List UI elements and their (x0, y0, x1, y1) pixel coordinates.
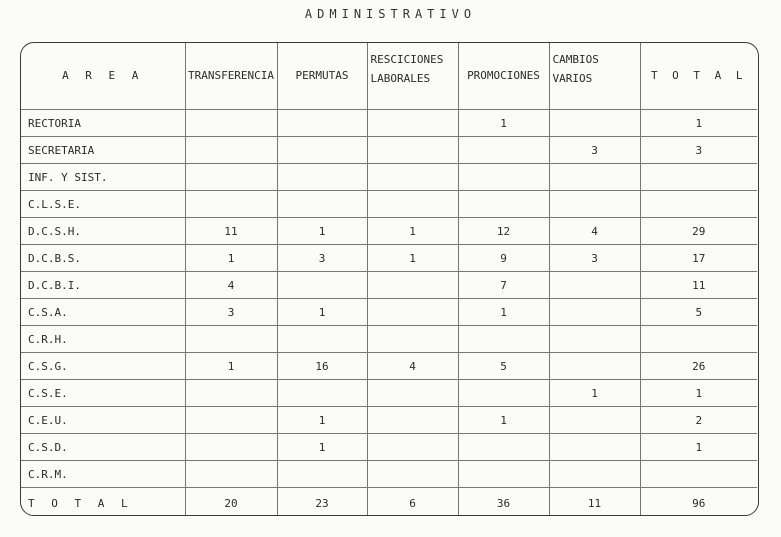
cell-promociones (458, 137, 549, 164)
cell-permutas (277, 191, 367, 218)
table-row (21, 299, 757, 326)
cell-cambios: 1 (549, 380, 640, 407)
cell-total: 3 (640, 137, 757, 164)
table-row (21, 137, 757, 164)
table-row (21, 407, 757, 434)
row-label: C.S.G. (21, 353, 185, 380)
totals-label: T O T A L (21, 488, 185, 517)
cell-total: 26 (640, 353, 757, 380)
cell-total (640, 326, 757, 353)
cell-resciciones (367, 272, 458, 299)
cell-total (640, 461, 757, 488)
table-row (21, 245, 757, 272)
row-label: D.C.S.H. (21, 218, 185, 245)
cell-permutas: 3 (277, 245, 367, 272)
cell-permutas: 16 (277, 353, 367, 380)
cell-resciciones: 1 (367, 245, 458, 272)
cell-cambios: 4 (549, 218, 640, 245)
cell-promociones (458, 380, 549, 407)
row-label: C.S.E. (21, 380, 185, 407)
cell-total: 11 (640, 272, 757, 299)
cell-resciciones (367, 407, 458, 434)
cell-resciciones (367, 461, 458, 488)
cell-promociones: 7 (458, 272, 549, 299)
cell-total (640, 191, 757, 218)
row-label: SECRETARIA (21, 137, 185, 164)
table-row (21, 110, 757, 137)
row-label: RECTORIA (21, 110, 185, 137)
cell-total: 1 (640, 380, 757, 407)
cell-permutas: 1 (277, 434, 367, 461)
row-label: D.C.B.I. (21, 272, 185, 299)
cell-permutas (277, 164, 367, 191)
cell-total: 5 (640, 299, 757, 326)
cell-cambios (549, 299, 640, 326)
total-permutas: 23 (277, 488, 367, 517)
cell-promociones: 9 (458, 245, 549, 272)
cell-permutas (277, 380, 367, 407)
table-body (21, 110, 757, 517)
cell-promociones (458, 434, 549, 461)
cell-transferencia (185, 110, 277, 137)
cell-resciciones (367, 164, 458, 191)
cell-resciciones (367, 434, 458, 461)
cell-resciciones: 4 (367, 353, 458, 380)
column-header-permutas: PERMUTAS (277, 43, 367, 110)
cell-transferencia (185, 380, 277, 407)
cell-resciciones (367, 380, 458, 407)
cell-cambios (549, 326, 640, 353)
total-cambios: 11 (549, 488, 640, 517)
cell-transferencia: 1 (185, 353, 277, 380)
table-row (21, 191, 757, 218)
table-row (21, 434, 757, 461)
cell-promociones: 5 (458, 353, 549, 380)
cell-resciciones: 1 (367, 218, 458, 245)
cell-total: 2 (640, 407, 757, 434)
cell-total: 17 (640, 245, 757, 272)
cell-transferencia (185, 434, 277, 461)
cell-permutas: 1 (277, 218, 367, 245)
cell-total: 1 (640, 434, 757, 461)
column-header-transferencia: TRANSFERENCIA (185, 43, 277, 110)
cell-transferencia: 1 (185, 245, 277, 272)
cell-resciciones (367, 299, 458, 326)
cell-permutas (277, 326, 367, 353)
table-frame (20, 42, 759, 516)
cell-resciciones (367, 110, 458, 137)
table-row (21, 380, 757, 407)
table-row (21, 461, 757, 488)
cell-transferencia (185, 326, 277, 353)
cell-resciciones (367, 326, 458, 353)
cell-permutas: 1 (277, 407, 367, 434)
column-header-area: A R E A (21, 43, 185, 110)
header-row (21, 43, 757, 110)
data-table (21, 43, 757, 516)
cell-cambios (549, 110, 640, 137)
table-row (21, 272, 757, 299)
cell-cambios (549, 272, 640, 299)
column-header-cambios: CAMBIOS VARIOS (549, 43, 640, 110)
cell-promociones: 1 (458, 299, 549, 326)
cell-cambios (549, 164, 640, 191)
cell-promociones (458, 191, 549, 218)
cell-resciciones (367, 137, 458, 164)
cell-total: 1 (640, 110, 757, 137)
column-header-resciciones: RESCICIONES LABORALES (367, 43, 458, 110)
totals-row (21, 488, 757, 517)
cell-cambios (549, 434, 640, 461)
cell-promociones: 1 (458, 407, 549, 434)
row-label: C.S.A. (21, 299, 185, 326)
cell-cambios (549, 461, 640, 488)
cell-transferencia (185, 461, 277, 488)
cell-cambios (549, 353, 640, 380)
row-label: C.E.U. (21, 407, 185, 434)
cell-permutas (277, 110, 367, 137)
cell-transferencia (185, 407, 277, 434)
cell-permutas (277, 461, 367, 488)
cell-total (640, 164, 757, 191)
page-title: ADMINISTRATIVO (304, 7, 477, 21)
cell-transferencia: 11 (185, 218, 277, 245)
cell-permutas: 1 (277, 299, 367, 326)
total-resciciones: 6 (367, 488, 458, 517)
cell-promociones (458, 326, 549, 353)
total-total: 96 (692, 497, 706, 510)
row-label: C.S.D. (21, 434, 185, 461)
cell-cambios (549, 407, 640, 434)
table-row (21, 353, 757, 380)
column-header-promociones: PROMOCIONES (458, 43, 549, 110)
row-label: C.R.H. (21, 326, 185, 353)
table-row (21, 326, 757, 353)
table-row (21, 164, 757, 191)
cell-transferencia (185, 164, 277, 191)
table-row (21, 218, 757, 245)
cell-transferencia: 3 (185, 299, 277, 326)
cell-transferencia (185, 137, 277, 164)
cell-promociones: 12 (458, 218, 549, 245)
total-transferencia: 20 (185, 488, 277, 517)
cell-promociones (458, 461, 549, 488)
row-label: D.C.B.S. (21, 245, 185, 272)
column-header-total: T O T A L (640, 43, 757, 110)
cell-transferencia: 4 (185, 272, 277, 299)
row-label: C.R.M. (21, 461, 185, 488)
total-promociones: 36 (458, 488, 549, 517)
cell-permutas (277, 272, 367, 299)
cell-transferencia (185, 191, 277, 218)
row-label: C.L.S.E. (21, 191, 185, 218)
cell-cambios: 3 (549, 245, 640, 272)
cell-promociones: 1 (458, 110, 549, 137)
cell-permutas (277, 137, 367, 164)
cell-resciciones (367, 191, 458, 218)
row-label: INF. Y SIST. (21, 164, 185, 191)
cell-cambios (549, 191, 640, 218)
cell-promociones (458, 164, 549, 191)
cell-cambios: 3 (549, 137, 640, 164)
cell-total: 29 (640, 218, 757, 245)
